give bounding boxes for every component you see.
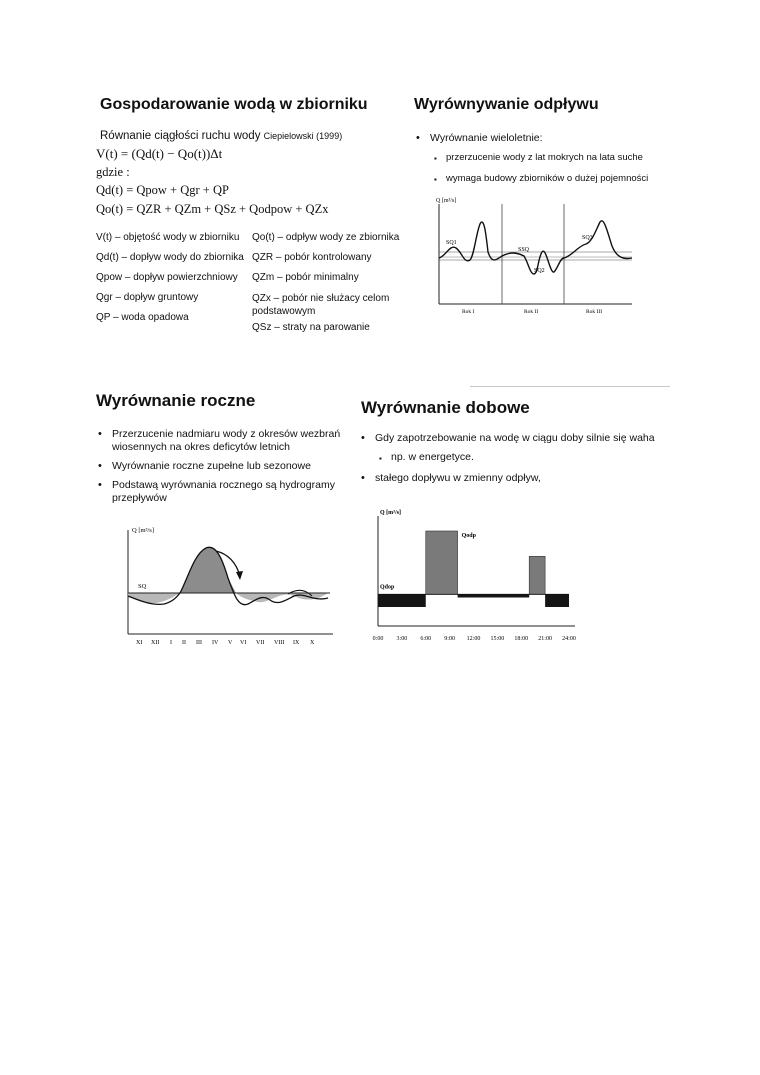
panel-annual-regulation xyxy=(92,388,362,658)
chart4-outflow-label: Qodp xyxy=(461,533,476,539)
panel4-title: Wyrównanie dobowe xyxy=(361,398,530,417)
multiyear-flow-chart xyxy=(432,194,642,316)
panel3-bullet: • Wyrównanie roczne zupełne lub sezonowe xyxy=(94,460,356,473)
chart4-tick-label: 18:00 xyxy=(514,636,529,642)
chart2-ylabel: Q [m³/s] xyxy=(436,198,457,204)
def-right-item: QZm – pobór minimalny xyxy=(252,272,359,283)
month-label: V xyxy=(228,640,233,646)
outflow-deficit-bar xyxy=(458,594,530,597)
panel4-sub-bullet: ▪ np. w energetyce. xyxy=(357,451,675,464)
def-right-item: Qo(t) – odpływ wody ze zbiornika xyxy=(252,232,400,243)
outflow-surplus-bar xyxy=(529,556,545,594)
chart4-tick-label: 24:00 xyxy=(562,636,576,642)
chart4-tick-label: 15:00 xyxy=(490,636,505,642)
panel3-bullet: • Przerzucenie nadmiaru wody z okresów wezbrań wiosennych na okres deficytów letnich xyxy=(94,428,356,454)
month-label: II xyxy=(182,640,186,646)
equation-inflow: Qd(t) = Qpow + Qgr + QP xyxy=(96,183,229,197)
definitions-left xyxy=(96,232,248,332)
panel2-sub-bullet: ▪ wymaga budowy zbiorników o dużej pojemności xyxy=(412,172,680,185)
chart3-deficit-area xyxy=(128,593,328,603)
panel1-subtitle-text: Równanie ciągłości ruchu wody xyxy=(100,130,261,142)
chart3-surplus-area xyxy=(180,547,236,593)
def-right-item: QSz – straty na parowanie xyxy=(252,322,370,332)
month-label: XII xyxy=(151,640,160,646)
chart3-arrowhead xyxy=(236,571,243,580)
panel1-subtitle xyxy=(100,130,342,142)
chart3-months xyxy=(136,640,315,646)
def-left-item: Qpow – dopływ powierzchniowy xyxy=(96,272,238,283)
panel-reservoir-management xyxy=(92,92,412,332)
panel2-sub-bullet: ▪ przerzucenie wody z lat mokrych na lata suche xyxy=(412,151,680,164)
month-label: I xyxy=(170,640,172,646)
month-label: X xyxy=(310,640,315,646)
chart2-label: SQ2 xyxy=(534,268,545,274)
section-divider xyxy=(470,386,670,387)
panel4-bullet: • Gdy zapotrzebowanie na wodę w ciągu doby silnie się waha xyxy=(357,432,675,445)
panel2-title: Wyrównywanie odpływu xyxy=(414,96,599,113)
chart4-tick-label: 12:00 xyxy=(466,636,481,642)
def-left-item: V(t) – objętość wody w zbiorniku xyxy=(96,232,240,243)
definitions-right xyxy=(252,232,410,332)
chart4-tick-label: 9:00 xyxy=(444,636,455,642)
chart4-tick-label: 21:00 xyxy=(538,636,552,642)
panel4-bullets xyxy=(357,432,675,491)
def-right-item: QZR – pobór kontrolowany xyxy=(252,252,372,263)
chart4-inflow-label: Qdop xyxy=(380,584,395,591)
panel4-bullet: • stałego dopływu w zmienny odpływ, xyxy=(357,472,675,485)
panel3-bullet: • Podstawą wyrównania rocznego są hydrogramy przepływów xyxy=(94,479,356,505)
chart2-label: SQ3 xyxy=(582,235,593,241)
month-label: IX xyxy=(293,640,300,646)
chart2-label: SSQ xyxy=(518,247,530,253)
panel-daily-regulation xyxy=(355,392,675,662)
month-label: XI xyxy=(136,640,143,646)
month-label: III xyxy=(196,640,202,646)
month-label: VIII xyxy=(274,640,285,646)
panel-outflow-regulation xyxy=(410,92,680,322)
chart2-period: Rok III xyxy=(586,309,603,315)
def-left-item: QP – woda opadowa xyxy=(96,312,189,323)
chart3-ylabel: Q [m³/s] xyxy=(132,527,154,534)
where-label: gdzie : xyxy=(96,165,130,179)
chart2-label: SQ1 xyxy=(446,240,457,246)
equation-outflow: Qo(t) = QZR + QZm + QSz + Qodpow + QZx xyxy=(96,202,329,216)
def-left-item: Qgr – dopływ gruntowy xyxy=(96,292,199,303)
month-label: VI xyxy=(240,640,247,646)
chart2-period: Rok I xyxy=(462,309,475,315)
outflow-surplus-bar xyxy=(426,531,458,594)
panel1-citation: Ciepielowski (1999) xyxy=(263,131,343,141)
month-label: IV xyxy=(212,640,219,646)
chart4-tick-label: 6:00 xyxy=(420,636,432,642)
panel1-title: Gospodarowanie wodą w zbiorniku xyxy=(100,96,368,113)
chart3-label: SQ xyxy=(138,583,147,590)
chart4-tick-label: 0:00 xyxy=(372,636,384,642)
equation-volume: V(t) = (Qd(t) − Qo(t))Δt xyxy=(96,146,223,161)
annual-hydrograph-chart xyxy=(118,518,338,650)
panel3-title: Wyrównanie roczne xyxy=(96,391,256,410)
outflow-deficit-bar xyxy=(545,594,569,607)
chart4-tick-label: 3:00 xyxy=(396,636,408,642)
def-right-item: QZx – pobór nie służacy celom podstawowym xyxy=(252,293,390,317)
chart2-period: Rok II xyxy=(524,309,539,315)
panel2-bullet: • Wyrównanie wieloletnie: xyxy=(412,132,680,145)
chart2-hydrograph xyxy=(439,221,632,274)
month-label: VII xyxy=(256,640,265,646)
def-left-item: Qd(t) – dopływ wody do zbiornika xyxy=(96,252,244,263)
daily-flow-chart xyxy=(367,504,587,654)
chart4-ylabel: Q [m³/s] xyxy=(380,510,401,516)
outflow-deficit-bar xyxy=(378,594,426,607)
panel3-bullets xyxy=(94,428,356,511)
panel2-bullets xyxy=(412,132,680,193)
